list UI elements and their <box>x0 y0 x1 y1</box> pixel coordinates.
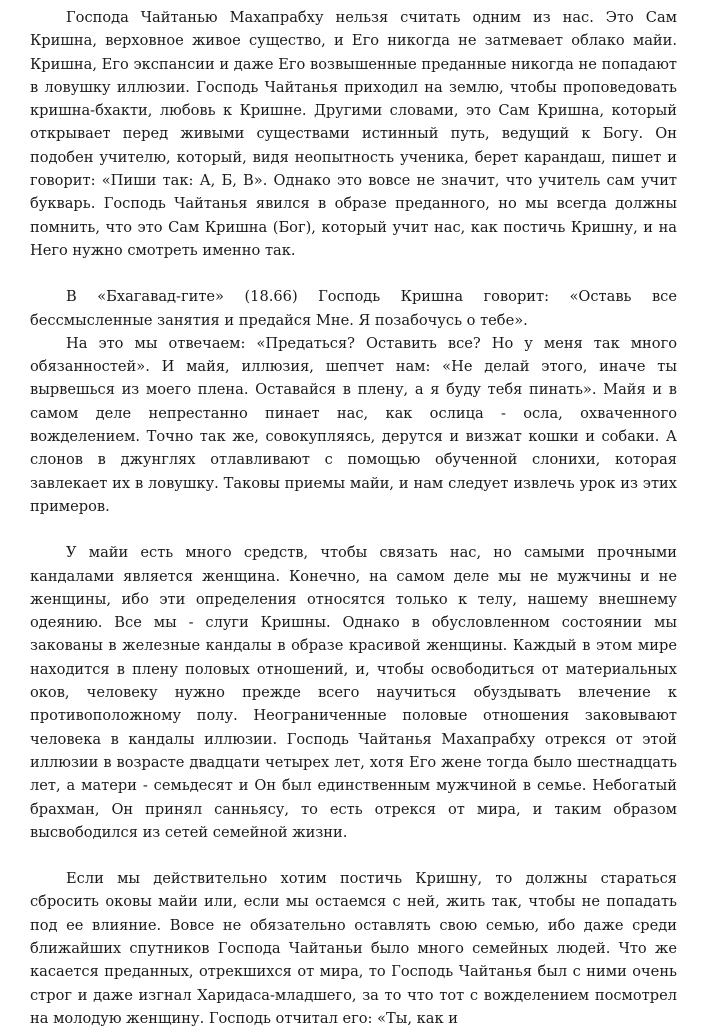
document-page <box>30 6 677 1030</box>
paragraph-1: Господа Чайтанью Махапрабху нельзя считать одним из нас. Это Сам Кришна, верховное живое существо, и Его никогда не затмевает облако майи. Кришна, Его экспансии и даже Его возвышенные преданные никогда не попадают в ловушку иллюзии. Господь Чайтанья приходил на землю, чтобы проповедовать кришна-бхакти, любовь к Кришне. Другими словами, это Сам Кришна, который открывает перед живыми существами истинный путь, ведущий к Богу. Он подобен учителю, который, видя неопытность ученика, берет карандаш, пишет и говорит: «Пиши так: А, Б, В». Однако это вовсе не значит, что учитель сам учит букварь. Господь Чайтанья явился в образе преданного, но мы всегда должны помнить, что это Сам Кришна (Бог), который учит нас, как постичь Кришну, и на Него нужно смотреть именно так. <box>30 9 677 259</box>
paragraph-3: На это мы отвечаем: «Предаться? Оставить все? Но у меня так много обязанностей». И майя, иллюзия, шепчет нам: «Не делай этого, иначе ты вырвешься из моего плена. Оставайся в плену, а я буду тебя пинать». Майя и в самом деле непрестанно пинает нас, как ослица - осла, охваченного вожделением. Точно так же, совокупляясь, дерутся и визжат кошки и собаки. А слонов в джунглях отлавливают с помощью обученной слонихи, которая завлекает их в ловушку. Таковы приемы майи, и нам следует извлечь урок из этих примеров. <box>30 334 677 515</box>
paragraph-2: В «Бхагавад-гите» (18.66) Господь Кришна говорит: «Оставь все бессмысленные занятия и предайся Мне. Я позабочусь о тебе». <box>30 288 677 329</box>
paragraph-4: У майи есть много средств, чтобы связать нас, но самыми прочными кандалами является женщина. Конечно, на самом деле мы не мужчины и не женщины, ибо эти определения относятся только к телу, нашему внешнему одеянию. Все мы - слуги Кришны. Однако в обусловленном состоянии мы закованы в железные кандалы в образе красивой женщины. Каждый в этом мире находится в плену половых отношений, и, чтобы освободиться от материальных оков, человеку нужно прежде всего научиться обуздывать влечение к противоположному полу. Неограниченные половые отношения заковывают человека в кандалы иллюзии. Господь Чайтанья Махапрабху отрекся от этой иллюзии в возрасте двадцати четырех лет, хотя Его жене тогда было шестнадцать лет, а матери - семьдесят и Он был единственным мужчиной в семье. Небогатый брахман, Он принял санньясу, то есть отрекся от мира, и таким образом высвободился из сетей семейной жизни. <box>30 544 677 841</box>
paragraph-5: Если мы действительно хотим постичь Кришну, то должны стараться сбросить оковы майи или, если мы остаемся с ней, жить так, чтобы не попадать под ее влияние. Вовсе не обязательно оставлять свою семью, ибо даже среди ближайших спутников Господа Чайтаньи было много семейных людей. Что же касается преданных, отрекшихся от мира, то Господь Чайтанья был с ними очень строг и даже изгнал Харидаса-младшего, за то что тот с вожделением посмотрел на молодую женщину. Господь отчитал его: «Ты, как и <box>30 870 677 1027</box>
